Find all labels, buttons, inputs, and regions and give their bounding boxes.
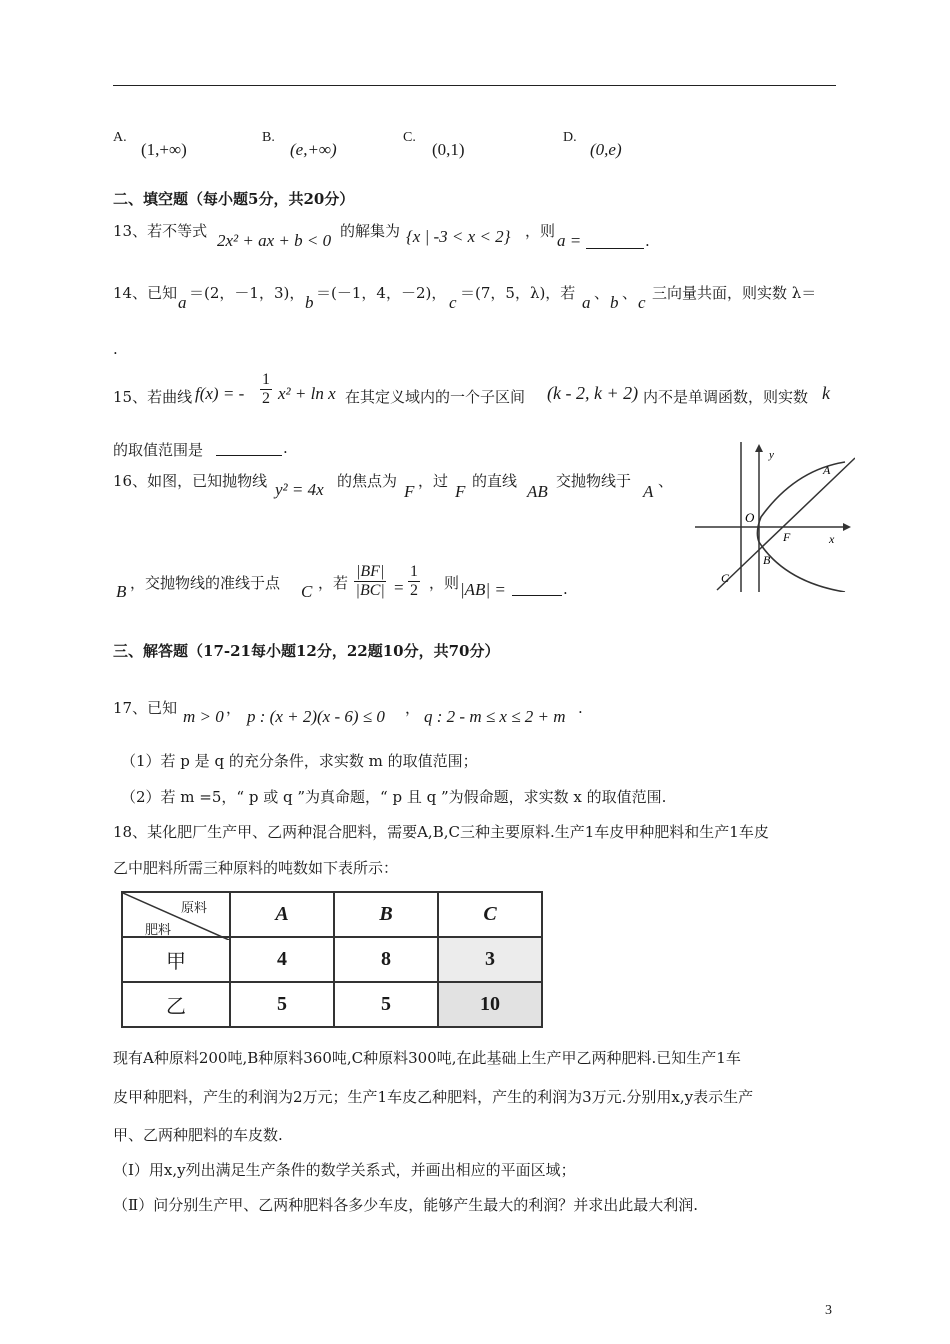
q13-blank (586, 248, 644, 249)
q18-sub1: （Ⅰ）用x,y列出满足生产条件的数学关系式，并画出相应的平面区域； (113, 1161, 576, 1179)
q18-line2: 乙中肥料所需三种原料的吨数如下表所示： (113, 859, 399, 877)
graph-label-x: x (829, 532, 835, 546)
table-row (122, 982, 542, 1027)
corner-top-label: 原料 (181, 901, 208, 916)
q15-mid: 在其定义域内的一个子区间 (345, 388, 526, 406)
q16-half (408, 563, 420, 601)
q16-mid3: 的直线 (472, 472, 518, 490)
q13-mid: 的解集为 (340, 222, 401, 240)
graph-label-b: B (763, 553, 771, 567)
q18-line1: 18、某化肥厂生产甲、乙两种混合肥料，需要A,B,C三种主要原料.生产1车皮甲种肥料和生产1车皮 (113, 823, 769, 841)
q15-end: . (283, 439, 288, 457)
q16-equals: = (394, 578, 404, 597)
corner-diagonal (123, 893, 229, 940)
q16-mid2: ，过 (418, 472, 449, 490)
q14-vector-c2: c (638, 293, 646, 312)
x-axis-arrow (843, 523, 851, 531)
corner-bottom-label: 肥料 (145, 923, 172, 938)
graph-label-o: O (745, 510, 755, 525)
q13-answer-label: a = (557, 231, 582, 250)
parabola-graph (695, 442, 855, 592)
table-row (122, 937, 542, 982)
q14-tail: 三向量共面，则实数 λ＝ (652, 284, 817, 302)
q14-vector-b: b (305, 293, 314, 312)
table-header-row (122, 892, 542, 937)
q16-line2c: ，则 (429, 574, 460, 592)
q16-mid4: 交抛物线于 (556, 472, 632, 490)
option-b-value: (e,+∞) (290, 140, 337, 159)
q15-tail: 内不是单调函数，则实数 (643, 388, 809, 406)
materials-table (121, 891, 543, 1028)
q15-function: f(x) = - (195, 384, 245, 403)
q17-p-condition: p : (x + 2)(x - 6) ≤ 0 (247, 707, 385, 726)
header-b: B (334, 892, 438, 937)
q18-sub2: （Ⅱ）问分别生产甲、乙两种肥料各多少车皮，能够产生最大的利润？并求出此最大利润. (113, 1196, 698, 1214)
q14-sep2: 、 (622, 284, 638, 302)
q13-set: {x | -3 < x < 2} (406, 227, 511, 246)
q14-end-dot: . (113, 340, 118, 358)
q18-para-line3: 甲、乙两种肥料的车皮数. (113, 1126, 283, 1144)
q17-sub1: （1）若 p 是 q 的充分条件，求实数 m 的取值范围； (121, 752, 478, 770)
graph-label-f: F (783, 530, 791, 544)
top-rule (113, 85, 836, 86)
q16-end: . (563, 580, 568, 598)
section3-title: 三、解答题（17-21每小题12分，22题10分，共70分） (113, 642, 500, 660)
q17-sub2: （2）若 m =5，“ p 或 q ”为真命题，“ p 且 q ”为假命题，求实数 x 的取值范围. (121, 788, 667, 806)
q17-comma2: ， (405, 699, 421, 717)
q16-ab-length: |AB| = (460, 580, 506, 599)
q14-prefix: 14、已知 (113, 284, 178, 302)
q16-half-num: 1 (408, 563, 420, 582)
cell: 8 (334, 937, 438, 982)
q15-line2: 的取值范围是 (113, 441, 204, 459)
option-b-letter: B. (262, 130, 275, 145)
q17-comma1: ， (226, 699, 242, 717)
page-number: 3 (825, 1303, 832, 1318)
y-axis-arrow (755, 444, 763, 452)
q16-ratio (354, 563, 386, 601)
graph-label-c: C (721, 571, 730, 585)
q16-line2a: ，交抛物线的准线于点 (130, 574, 281, 592)
q16-point-a: A (643, 482, 654, 501)
option-c-value: (0,1) (432, 140, 465, 159)
table-corner-cell (122, 892, 230, 937)
q16-focus-f: F (404, 482, 415, 501)
q15-function-rest: x² + ln x (278, 384, 336, 403)
q13-inequality: 2x² + ax + b < 0 (217, 231, 332, 250)
q13-prefix: 13、若不等式 (113, 222, 208, 240)
q16-line-ab: AB (527, 482, 548, 501)
q14-sep1: 、 (594, 284, 610, 302)
option-c-letter: C. (403, 130, 416, 145)
q15-frac-den: 2 (262, 390, 270, 408)
graph-label-y: y (769, 449, 774, 461)
q16-point-c: C (301, 582, 313, 601)
cell: 10 (438, 982, 542, 1027)
q16-point-b: B (116, 582, 127, 601)
q18-para-line2: 皮甲种肥料，产生的利润为2万元；生产1车皮乙种肥料，产生的利润为3万元.分别用x,y表示生产 (113, 1088, 754, 1106)
q16-sep: 、 (658, 472, 674, 490)
option-d-value: (0,e) (590, 140, 622, 159)
q16-mid1: 的焦点为 (337, 472, 398, 490)
q17-prefix: 17、已知 (113, 699, 178, 717)
q14-vector-b2: b (610, 293, 619, 312)
q15-k: k (822, 383, 830, 403)
q15-frac-num: 1 (260, 371, 272, 390)
q16-half-den: 2 (410, 582, 418, 600)
row-name-jia: 甲 (122, 937, 230, 982)
q13-tail: ，则 (525, 222, 556, 240)
q16-prefix: 16、如图，已知抛物线 (113, 472, 268, 490)
graph-label-a: A (823, 463, 831, 477)
q14-a-value: ＝(2，－1，3)， (189, 284, 305, 302)
header-c: C (438, 892, 542, 937)
row-name-yi: 乙 (122, 982, 230, 1027)
option-a-letter: A. (113, 130, 127, 145)
q15-interval: (k - 2, k + 2) (547, 383, 639, 403)
q17-q-condition: q : 2 - m ≤ x ≤ 2 + m (424, 707, 566, 726)
q17-end: . (578, 699, 583, 717)
q16-line2b: ，若 (318, 574, 349, 592)
header-a: A (230, 892, 334, 937)
option-a-value: (1,+∞) (141, 140, 187, 159)
option-d-letter: D. (563, 130, 577, 145)
q14-c-value: ＝(7，5，λ)，若 (460, 284, 576, 302)
q16-ratio-num: |BF| (354, 563, 386, 582)
q16-blank (512, 595, 562, 596)
q14-vector-c: c (449, 293, 457, 312)
q18-para-line1: 现有A种原料200吨,B种原料360吨,C种原料300吨,在此基础上生产甲乙两种肥料.已知生产1车 (113, 1049, 741, 1067)
q16-equation: y² = 4x (275, 480, 324, 499)
q15-prefix: 15、若曲线 (113, 388, 193, 406)
q14-b-value: ＝(－1，4，－2)， (316, 284, 447, 302)
q16-ratio-den: |BC| (355, 582, 385, 600)
q14-vector-a2: a (582, 293, 591, 312)
q15-fraction (260, 371, 272, 409)
cell: 5 (334, 982, 438, 1027)
cell: 5 (230, 982, 334, 1027)
section2-title: 二、填空题（每小题5分，共20分） (113, 190, 355, 208)
q14-vector-a: a (178, 293, 187, 312)
q15-blank (216, 455, 282, 456)
cell: 3 (438, 937, 542, 982)
q16-focus-f2: F (455, 482, 466, 501)
q17-m-condition: m > 0 (183, 707, 224, 726)
cell: 4 (230, 937, 334, 982)
